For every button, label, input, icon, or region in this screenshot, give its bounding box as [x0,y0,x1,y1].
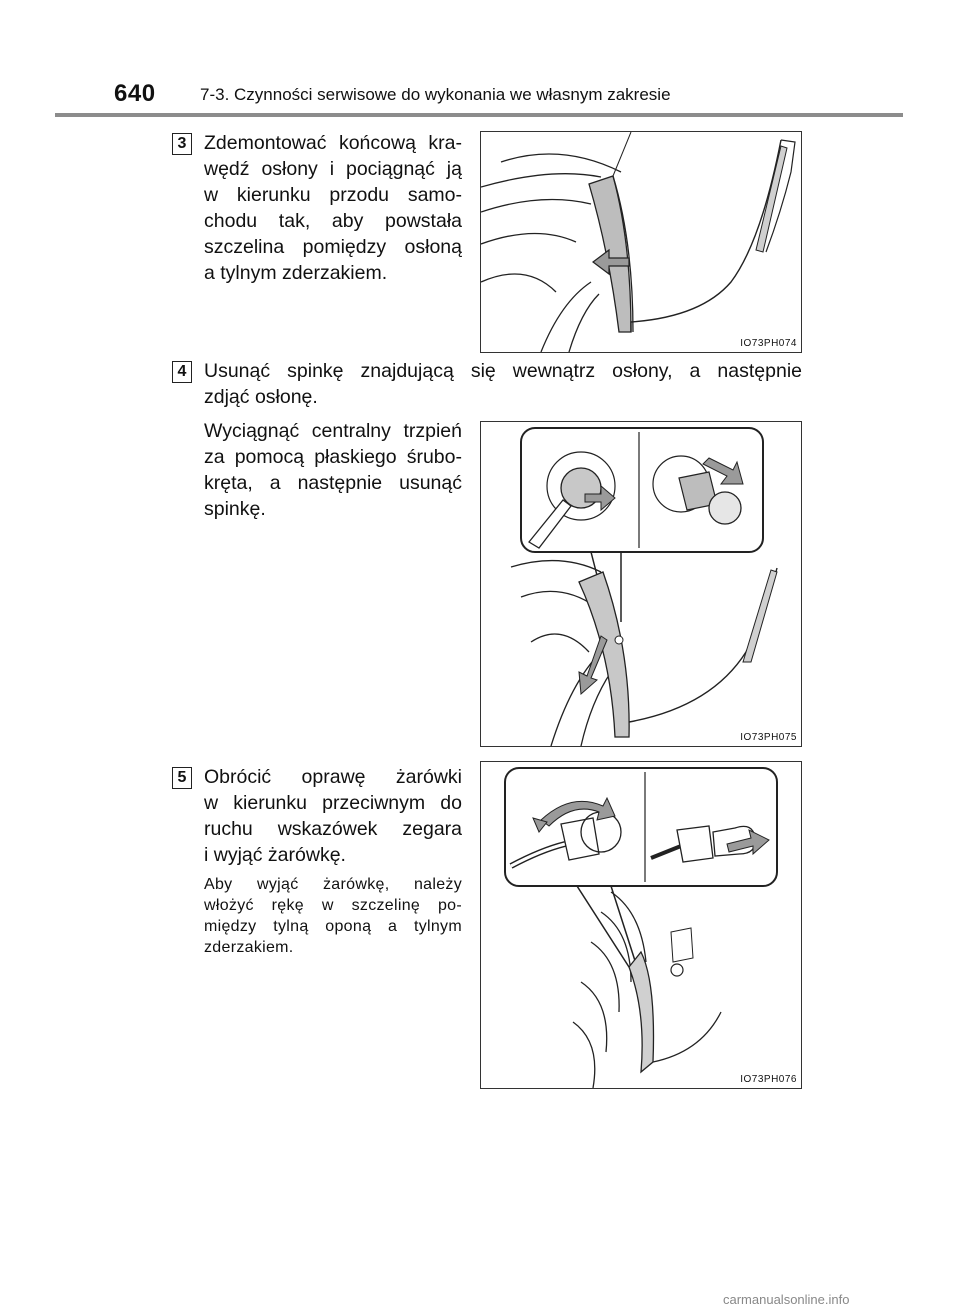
fender-liner-illustration [481,132,801,352]
text-line: ruchu wskazówek zegara [204,818,462,840]
text-line: zdjąć osłonę. [204,386,318,408]
figure-step-4 [480,421,802,747]
step-5-note [204,874,462,958]
text-line: w kierunku przeciwnym do [204,792,462,814]
text-line: szczelina pomiędzy osłoną [204,236,462,258]
text-line: Wyciągnąć centralny trzpień [204,420,462,442]
bulb-socket-illustration [481,762,801,1088]
step-number-5: 5 [172,767,192,789]
step-number-4: 4 [172,361,192,383]
step-number-3: 3 [172,133,192,155]
text-line: w kierunku przodu samo- [204,184,462,206]
text-line: a tylnym zderzakiem. [204,262,388,284]
footer-watermark: carmanualsonline.info [723,1292,850,1307]
text-line: między tylną oponą a tylnym [204,918,462,935]
step-4-subtext [204,418,462,522]
text-line: spinkę. [204,498,266,520]
figure-code: IO73PH075 [740,732,797,743]
page-number: 640 [114,80,156,107]
text-line: Aby wyjąć żarówkę, należy [204,876,462,893]
clip-removal-illustration [481,422,801,746]
step-4-text [204,358,802,410]
text-line: wędź osłony i pociągnąć ją [204,158,462,180]
figure-code: IO73PH074 [740,338,797,349]
text-line: włożyć rękę w szczelinę po- [204,897,462,914]
figure-step-5 [480,761,802,1089]
text-line: za pomocą płaskiego śrubo- [204,446,462,468]
section-title: 7-3. Czynności serwisowe do wykonania we własnym zakresie [200,85,671,104]
text-line: Obrócić oprawę żarówki [204,766,462,788]
text-line: kręta, a następnie usunąć [204,472,462,494]
text-line: i wyjąć żarówkę. [204,844,346,866]
figure-code: IO73PH076 [740,1074,797,1085]
header-divider [55,113,903,117]
text-line: Zdemontować końcową kra- [204,132,462,154]
step-3-text [204,130,462,286]
figure-step-3 [480,131,802,353]
text-line: Usunąć spinkę znajdującą się wewnątrz osłony, a następnie [204,360,802,382]
text-line: zderzakiem. [204,939,294,956]
step-5-text [204,764,462,868]
text-line: chodu tak, aby powstała [204,210,462,232]
